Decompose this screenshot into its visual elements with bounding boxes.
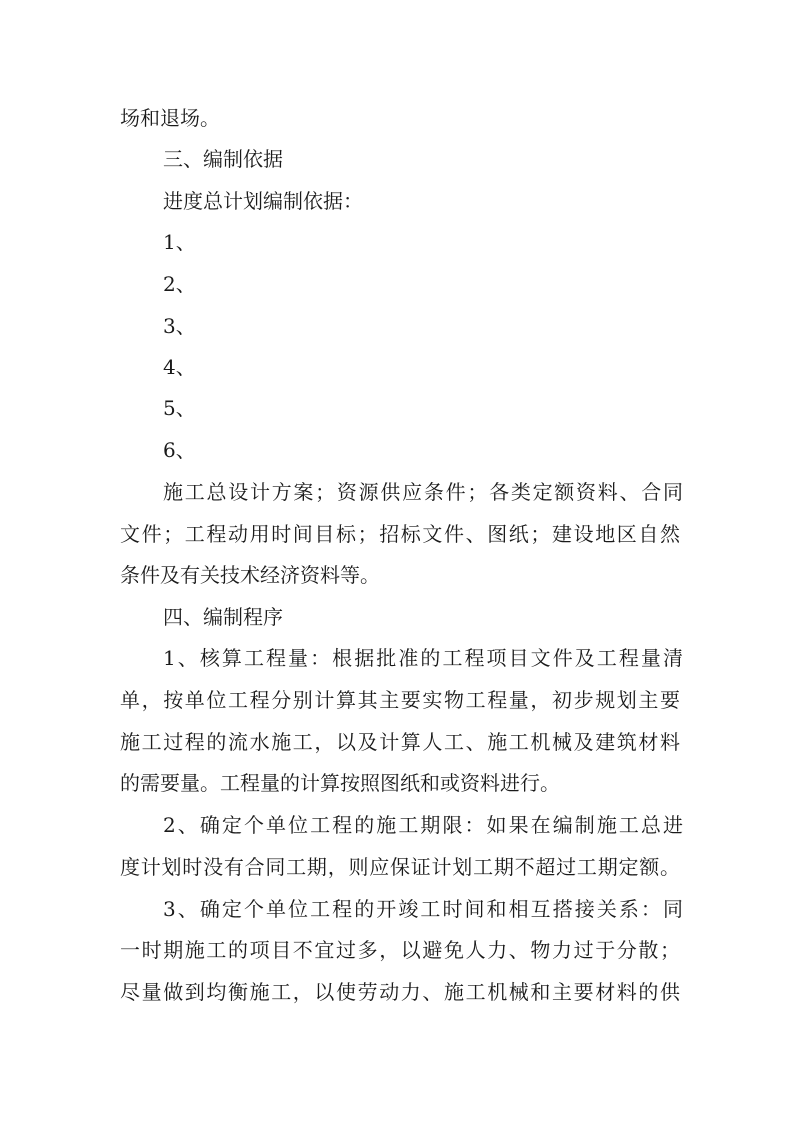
list-item: 4、 bbox=[163, 355, 196, 379]
text-line: 单，按单位工程分别计算其主要实物工程量，初步规划主要 bbox=[120, 688, 680, 712]
text-line: 施工总设计方案；资源供应条件；各类定额资料、合同 bbox=[163, 480, 683, 504]
text-line: 度计划时没有合同工期，则应保证计划工期不超过工期定额。 bbox=[120, 855, 680, 879]
text-line: 施工过程的流水施工，以及计算人工、施工机械及建筑材料 bbox=[120, 730, 680, 754]
text-line: 条件及有关技术经济资料等。 bbox=[120, 563, 380, 587]
list-item: 3、 bbox=[163, 314, 196, 338]
text-line: 场和退场。 bbox=[120, 106, 220, 130]
list-item: 5、 bbox=[163, 396, 196, 420]
text-line: 文件；工程动用时间目标；招标文件、图纸；建设地区自然 bbox=[120, 522, 680, 546]
list-item: 1、 bbox=[163, 230, 196, 254]
section-heading: 四、编制程序 bbox=[163, 605, 283, 629]
text-line: 的需要量。工程量的计算按照图纸和或资料进行。 bbox=[120, 771, 560, 795]
list-item: 6、 bbox=[163, 438, 196, 462]
text-line: 一时期施工的项目不宜过多，以避免人力、物力过于分散； bbox=[120, 938, 680, 962]
list-item: 2、 bbox=[163, 272, 196, 296]
section-heading: 三、编制依据 bbox=[163, 147, 283, 171]
text-line: 进度总计划编制依据： bbox=[163, 189, 363, 213]
text-line: 2、确定个单位工程的施工期限：如果在编制施工总进 bbox=[163, 813, 683, 837]
text-line: 3、确定个单位工程的开竣工时间和相互搭接关系：同 bbox=[163, 897, 683, 921]
text-line: 尽量做到均衡施工，以使劳动力、施工机械和主要材料的供 bbox=[120, 980, 680, 1004]
text-line: 1、核算工程量：根据批准的工程项目文件及工程量清 bbox=[163, 646, 683, 670]
